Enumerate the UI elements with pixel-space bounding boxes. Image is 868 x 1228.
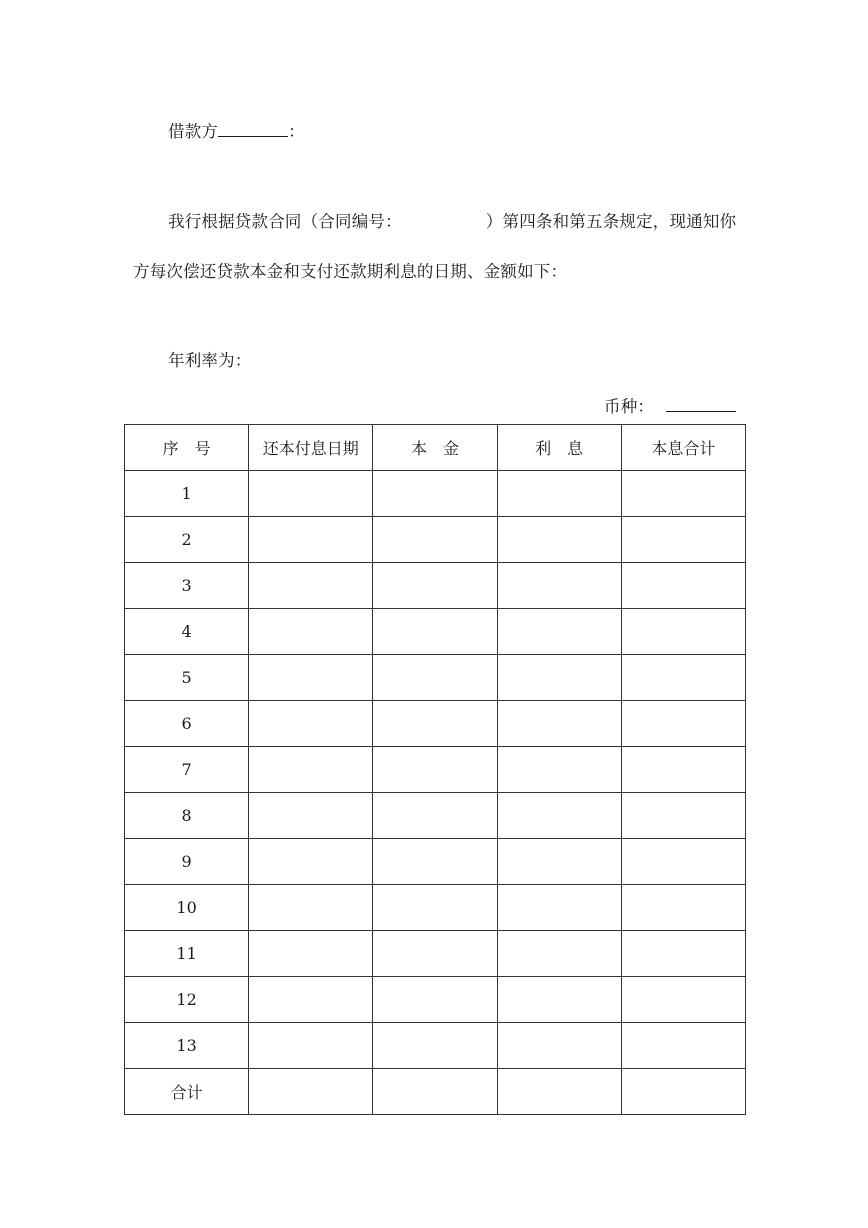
interest-cell[interactable] [497,563,621,609]
principal-cell[interactable] [373,655,497,701]
table-header-row [125,425,746,471]
interest-cell[interactable] [497,655,621,701]
repayment-date-cell[interactable] [249,655,373,701]
interest-cell[interactable] [497,701,621,747]
total-cell[interactable] [621,517,745,563]
table-row [125,517,746,563]
notice-text-before-contract-no: 我行根据贷款合同（合同编号： [168,212,402,231]
serial-no-cell: 8 [125,793,249,839]
table-row [125,793,746,839]
principal-cell[interactable] [373,701,497,747]
principal-cell[interactable] [373,977,497,1023]
table-row [125,655,746,701]
serial-no-cell: 2 [125,517,249,563]
principal-cell[interactable] [373,747,497,793]
total-cell[interactable] [621,747,745,793]
annual-rate-label: 年利率为： [168,351,252,370]
interest-cell[interactable] [497,1069,621,1115]
repayment-date-cell[interactable] [249,701,373,747]
table-row [125,1069,746,1115]
interest-cell[interactable] [497,793,621,839]
interest-cell[interactable] [497,517,621,563]
serial-no-cell: 3 [125,563,249,609]
repayment-date-cell[interactable] [249,747,373,793]
currency-blank-field[interactable] [666,397,736,412]
principal-cell[interactable] [373,839,497,885]
serial-no-cell: 5 [125,655,249,701]
interest-cell[interactable] [497,609,621,655]
total-cell[interactable] [621,977,745,1023]
repayment-schedule-table [124,424,746,1115]
total-cell[interactable] [621,839,745,885]
table-row [125,885,746,931]
repayment-date-cell[interactable] [249,1069,373,1115]
header-serial-no: 序 号 [125,425,249,471]
repayment-date-cell[interactable] [249,471,373,517]
header-repayment-date: 还本付息日期 [249,425,373,471]
borrower-label: 借款方 [168,122,219,141]
total-cell[interactable] [621,563,745,609]
borrower-colon: ： [288,122,305,141]
total-cell[interactable] [621,793,745,839]
serial-no-cell: 11 [125,931,249,977]
serial-no-cell: 4 [125,609,249,655]
table-row [125,747,746,793]
repayment-date-cell[interactable] [249,885,373,931]
serial-no-cell: 1 [125,471,249,517]
total-cell[interactable] [621,1069,745,1115]
annual-rate-line [168,347,252,371]
table-row [125,701,746,747]
table-row [125,563,746,609]
borrower-blank-field[interactable] [218,122,288,137]
repayment-date-cell[interactable] [249,793,373,839]
total-cell[interactable] [621,931,745,977]
repayment-date-cell[interactable] [249,609,373,655]
total-cell[interactable] [621,655,745,701]
serial-no-cell: 10 [125,885,249,931]
principal-cell[interactable] [373,1023,497,1069]
interest-cell[interactable] [497,1023,621,1069]
borrower-line [168,118,305,142]
table-row [125,977,746,1023]
repayment-date-cell[interactable] [249,977,373,1023]
notice-paragraph-line-1 [168,208,736,232]
total-cell[interactable] [621,885,745,931]
principal-cell[interactable] [373,1069,497,1115]
header-principal: 本 金 [373,425,497,471]
table-row [125,931,746,977]
repayment-date-cell[interactable] [249,563,373,609]
principal-cell[interactable] [373,609,497,655]
principal-cell[interactable] [373,885,497,931]
interest-cell[interactable] [497,471,621,517]
currency-label: 币种： [604,397,655,416]
notice-text-line-2: 方每次偿还贷款本金和支付还款期利息的日期、金额如下： [133,262,568,281]
notice-text-after-contract-no: ）第四条和第五条规定，现通知你 [485,212,737,231]
table-row [125,1023,746,1069]
repayment-date-cell[interactable] [249,931,373,977]
total-cell[interactable] [621,609,745,655]
interest-cell[interactable] [497,747,621,793]
notice-paragraph-line-2 [133,258,567,282]
serial-no-cell: 9 [125,839,249,885]
interest-cell[interactable] [497,931,621,977]
principal-cell[interactable] [373,471,497,517]
interest-cell[interactable] [497,839,621,885]
repayment-date-cell[interactable] [249,839,373,885]
header-interest: 利 息 [497,425,621,471]
total-cell[interactable] [621,701,745,747]
interest-cell[interactable] [497,977,621,1023]
serial-no-cell: 12 [125,977,249,1023]
total-cell[interactable] [621,1023,745,1069]
table-row [125,609,746,655]
principal-cell[interactable] [373,517,497,563]
principal-cell[interactable] [373,931,497,977]
header-total: 本息合计 [621,425,745,471]
principal-cell[interactable] [373,563,497,609]
serial-no-cell: 合计 [125,1069,249,1115]
currency-line [604,393,736,417]
repayment-date-cell[interactable] [249,1023,373,1069]
table-row [125,839,746,885]
total-cell[interactable] [621,471,745,517]
principal-cell[interactable] [373,793,497,839]
serial-no-cell: 6 [125,701,249,747]
repayment-date-cell[interactable] [249,517,373,563]
interest-cell[interactable] [497,885,621,931]
serial-no-cell: 7 [125,747,249,793]
table-row [125,471,746,517]
serial-no-cell: 13 [125,1023,249,1069]
